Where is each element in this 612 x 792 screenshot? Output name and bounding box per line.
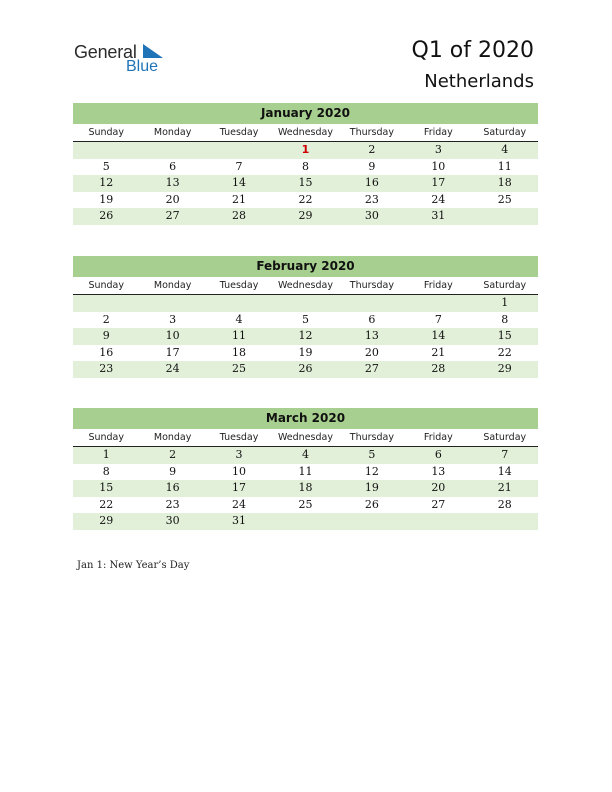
day-cell: 9	[169, 464, 177, 478]
day-cell: 13	[431, 464, 446, 478]
weekday-label: Thursday	[349, 280, 394, 291]
day-cell	[405, 295, 471, 312]
day-cell	[206, 295, 272, 312]
day-cell: 19	[364, 481, 379, 494]
day-cell: 6	[434, 448, 442, 461]
day-cell: 1	[102, 448, 110, 461]
day-cell	[272, 513, 338, 530]
day-cell: 4	[501, 143, 509, 156]
day-cell: 19	[99, 192, 114, 206]
weekday-header-row	[73, 124, 538, 142]
day-cell: 18	[497, 176, 512, 189]
day-cell: 9	[102, 329, 110, 342]
day-cell: 20	[431, 481, 446, 494]
day-cell: 30	[364, 209, 379, 222]
day-cell: 14	[232, 176, 247, 189]
page-subtitle: Netherlands	[424, 71, 534, 92]
day-cell: 26	[364, 497, 379, 511]
weekday-label: Monday	[153, 280, 192, 291]
day-cell: 2	[169, 448, 177, 461]
day-cell	[73, 142, 139, 159]
weekday-label: Tuesday	[219, 432, 259, 443]
day-cell: 27	[364, 362, 379, 375]
weekday-label: Saturday	[483, 280, 527, 291]
day-cell	[339, 295, 405, 312]
day-cell: 17	[165, 345, 180, 359]
weekday-label: Sunday	[88, 127, 124, 138]
day-cell: 6	[368, 312, 376, 326]
day-cell: 23	[165, 497, 180, 511]
week-row	[73, 447, 538, 464]
day-cell: 8	[301, 159, 309, 173]
week-row	[73, 497, 538, 514]
day-cell	[73, 295, 139, 312]
day-cell: 11	[298, 464, 313, 478]
day-cell: 21	[431, 345, 446, 359]
day-cell: 13	[165, 176, 180, 189]
weekday-label: Friday	[423, 127, 453, 138]
weekday-label: Friday	[423, 280, 453, 291]
day-cell: 31	[431, 209, 446, 222]
day-cell: 10	[232, 464, 247, 478]
day-cell: 5	[368, 448, 376, 461]
month-header: March 2020	[73, 408, 538, 429]
day-cell: 28	[431, 362, 446, 375]
weekday-label: Tuesday	[219, 127, 259, 138]
weekday-header-row	[73, 429, 538, 447]
day-cell: 12	[364, 464, 379, 478]
day-cell: 24	[232, 497, 247, 511]
day-cell: 1	[501, 296, 509, 309]
month-calendar-february	[73, 256, 538, 378]
day-cell	[139, 295, 205, 312]
day-cell: 14	[497, 464, 512, 478]
day-cell: 26	[298, 362, 313, 375]
month-header: February 2020	[73, 256, 538, 277]
day-cell: 4	[301, 448, 309, 461]
day-cell: 25	[298, 497, 313, 511]
day-cell: 3	[434, 143, 442, 156]
month-calendar-march	[73, 408, 538, 530]
day-cell: 30	[165, 514, 180, 527]
week-row	[73, 159, 538, 176]
weekday-label: Sunday	[88, 432, 124, 443]
day-cell: 7	[434, 312, 442, 326]
day-cell: 15	[298, 176, 313, 189]
weekday-label: Wednesday	[277, 432, 333, 443]
day-cell: 28	[232, 209, 247, 222]
weekday-label: Sunday	[88, 280, 124, 291]
day-cell: 5	[301, 312, 309, 326]
day-cell: 21	[232, 192, 247, 206]
weekday-label: Monday	[153, 127, 192, 138]
day-cell: 3	[235, 448, 243, 461]
day-cell	[139, 142, 205, 159]
day-cell: 1	[301, 143, 310, 156]
day-cell: 2	[368, 143, 376, 156]
weekday-label: Tuesday	[219, 280, 259, 291]
day-cell: 7	[235, 159, 243, 173]
page-title: Q1 of 2020	[411, 38, 534, 63]
day-cell: 17	[232, 481, 247, 494]
day-cell: 24	[165, 362, 180, 375]
day-cell: 12	[298, 329, 313, 342]
day-cell: 17	[431, 176, 446, 189]
day-cell: 11	[232, 329, 247, 342]
day-cell: 3	[169, 312, 177, 326]
logo-general-text: General	[74, 42, 137, 62]
day-cell: 25	[497, 192, 512, 206]
week-row	[73, 345, 538, 362]
weekday-label: Thursday	[349, 127, 394, 138]
weekday-header-row	[73, 277, 538, 295]
month-header: January 2020	[73, 103, 538, 124]
weekday-label: Saturday	[483, 127, 527, 138]
day-cell	[472, 208, 538, 225]
day-cell: 2	[102, 312, 110, 326]
month-calendar-january	[73, 103, 538, 225]
week-row	[73, 464, 538, 481]
day-cell: 16	[165, 481, 180, 494]
day-cell: 22	[497, 345, 512, 359]
week-row	[73, 312, 538, 329]
logo-blue-text: Blue	[126, 58, 159, 75]
week-row	[73, 175, 538, 192]
day-cell: 16	[364, 176, 379, 189]
day-cell: 5	[102, 159, 110, 173]
weekday-label: Wednesday	[277, 280, 333, 291]
week-row	[73, 192, 538, 209]
weekday-label: Thursday	[349, 432, 394, 443]
day-cell	[405, 513, 471, 530]
day-cell: 31	[232, 514, 247, 527]
day-cell: 19	[298, 345, 313, 359]
day-cell: 22	[99, 497, 114, 511]
day-cell: 26	[99, 209, 114, 222]
day-cell	[472, 513, 538, 530]
day-cell: 20	[165, 192, 180, 206]
day-cell: 28	[497, 497, 512, 511]
day-cell: 14	[431, 329, 446, 342]
weekday-label: Saturday	[483, 432, 527, 443]
day-cell: 9	[368, 159, 376, 173]
day-cell: 8	[102, 464, 110, 478]
day-cell: 12	[99, 176, 114, 189]
day-cell: 22	[298, 192, 313, 206]
day-cell: 13	[364, 329, 379, 342]
day-cell: 21	[497, 481, 512, 494]
day-cell: 20	[364, 345, 379, 359]
week-row	[73, 328, 538, 345]
logo	[74, 42, 184, 78]
day-cell	[206, 142, 272, 159]
day-cell: 29	[298, 209, 313, 222]
day-cell: 11	[497, 159, 512, 173]
day-cell: 27	[165, 209, 180, 222]
day-cell: 18	[298, 481, 313, 494]
day-cell: 29	[99, 514, 114, 527]
day-cell: 29	[497, 362, 512, 375]
holiday-note: Jan 1: New Year’s Day	[77, 560, 190, 571]
week-row	[73, 142, 538, 159]
holiday-notes	[77, 560, 189, 571]
week-row	[73, 208, 538, 225]
week-row	[73, 361, 538, 378]
weekday-label: Monday	[153, 432, 192, 443]
week-row	[73, 480, 538, 497]
day-cell: 6	[169, 159, 177, 173]
day-cell: 15	[99, 481, 114, 494]
day-cell: 24	[431, 192, 446, 206]
day-cell	[339, 513, 405, 530]
weekday-label: Wednesday	[277, 127, 333, 138]
day-cell: 10	[165, 329, 180, 342]
day-cell: 15	[497, 329, 512, 342]
week-row	[73, 513, 538, 530]
day-cell: 18	[232, 345, 247, 359]
day-cell: 16	[99, 345, 114, 359]
day-cell: 25	[232, 362, 247, 375]
day-cell: 27	[431, 497, 446, 511]
day-cell	[272, 295, 338, 312]
weekday-label: Friday	[423, 432, 453, 443]
day-cell: 23	[364, 192, 379, 206]
day-cell: 8	[501, 312, 509, 326]
day-cell: 10	[431, 159, 446, 173]
week-row	[73, 295, 538, 312]
day-cell: 7	[501, 448, 509, 461]
day-cell: 4	[235, 312, 243, 326]
day-cell: 23	[99, 362, 114, 375]
